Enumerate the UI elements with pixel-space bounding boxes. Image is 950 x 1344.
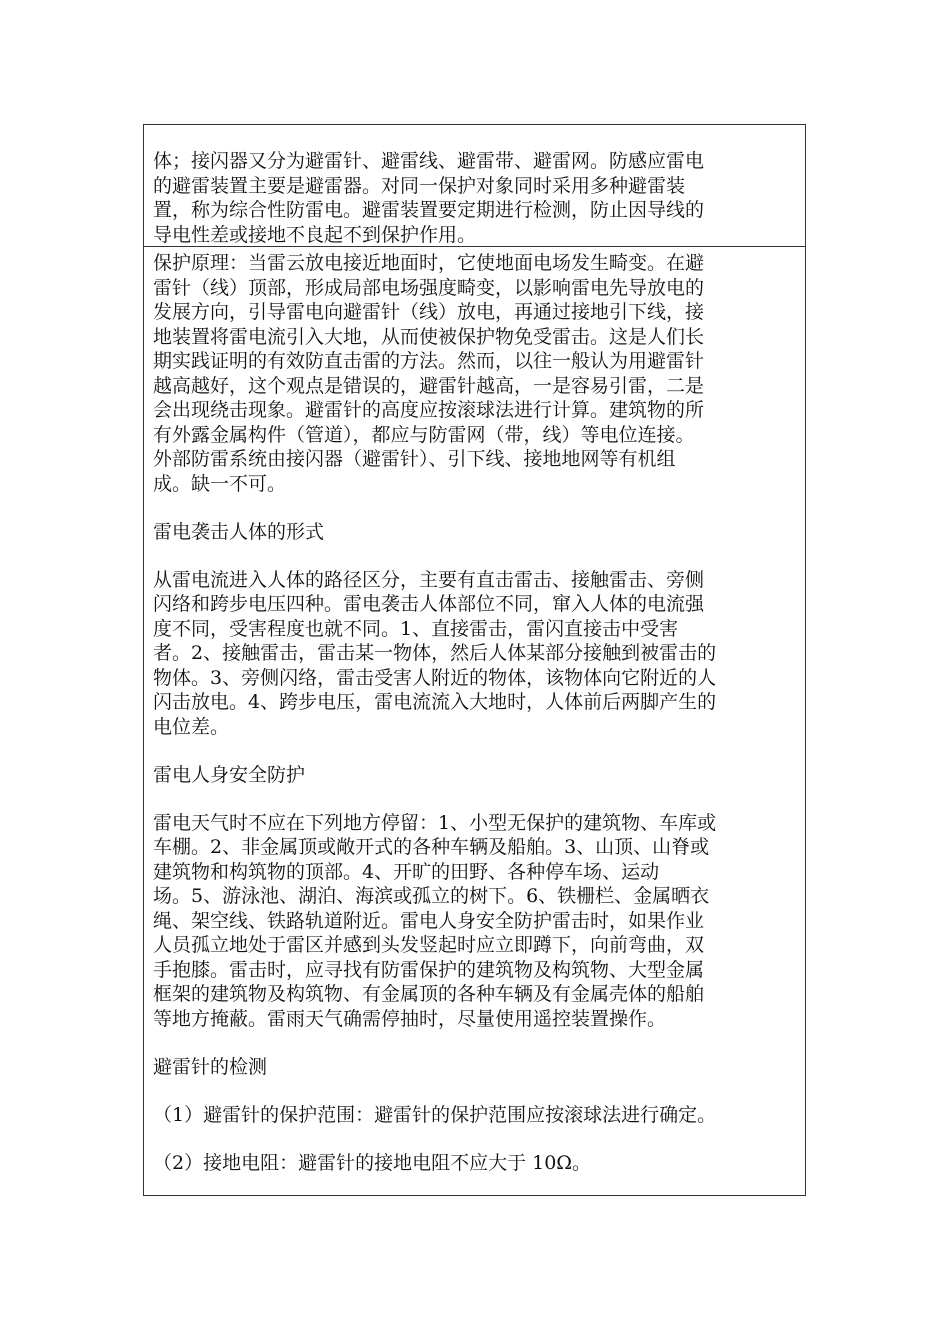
text-line: 导电性差或接地不良起不到保护作用。 [153,223,477,246]
text-line: 等地方掩蔽。雷雨天气确需停抽时，尽量使用遥控装置操作。 [153,1007,667,1030]
text-line: 外部防雷系统由接闪器（避雷针）、引下线、接地地网等有机组 [153,448,676,470]
paragraph-gap [153,544,805,568]
section-heading-detection: 避雷针的检测 [153,1055,268,1078]
paragraph-gap [153,787,805,811]
table-cell-lightning-devices [144,125,805,247]
table-cell-protection-content [144,247,805,1195]
text-line: 度不同，受害程度也就不同。1、直接雷击，雷闪直接击中受害 [153,617,679,640]
text-line: 手抱膝。雷击时，应寻找有防雷保护的建筑物及构筑物、大型金属 [153,958,705,981]
text-line: 建筑物和构筑物的顶部。4、开旷的田野、各种停车场、运动 [153,860,660,883]
text-line: 人员孤立地处于雷区并感到头发竖起时应立即蹲下，向前弯曲，双 [153,934,705,956]
text-line: 有外露金属构件（管道），都应与防雷网（带，线）等电位连接。 [153,423,695,446]
text-line: 框架的建筑物及构筑物、有金属顶的各种车辆及有金属壳体的船舶 [153,983,705,1005]
text-line: 雷电天气时不应在下列地方停留：1、小型无保护的建筑物、车库或 [153,811,717,834]
text-line: 场。5、游泳池、湖泊、海滨或孤立的树下。6、铁栅栏、金属晒衣 [153,885,710,907]
text-line: 体；接闪器又分为避雷针、避雷线、避雷带、避雷网。防感应雷电 [153,150,705,172]
text-line: 会出现绕击现象。避雷针的高度应按滚球法进行计算。建筑物的所 [153,399,705,421]
text-line: 保护原理：当雷云放电接近地面时，它使地面电场发生畸变。在避 [153,252,705,274]
paragraph-gap [153,1079,805,1103]
text-line: 闪络和跨步电压四种。雷电袭击人体部位不同，窜入人体的电流强 [153,593,705,615]
paragraph-gap [153,1127,805,1151]
section-heading-attack-forms: 雷电袭击人体的形式 [153,520,325,543]
text-line: 车棚。2、非金属顶或敞开式的各种车辆及船舶。3、山顶、山脊或 [153,836,710,858]
document-table [143,124,806,1196]
text-line: 绳、架空线、铁路轨道附近。雷电人身安全防护雷击时，如果作业 [153,909,705,932]
paragraph-personal-safety [153,811,805,1032]
section-heading-personal-safety: 雷电人身安全防护 [153,763,306,786]
text-line: 雷针（线）顶部，形成局部电场强度畸变，以影响雷电先导放电的 [153,276,705,299]
text-line: 物体。3、旁侧闪络，雷击受害人附近的物体，该物体向它附近的人 [153,666,717,689]
text-line: 从雷电流进入人体的路径区分，主要有直击雷击、接触雷击、旁侧 [153,568,705,591]
paragraph-gap [153,739,805,763]
text-line: 越高越好，这个观点是错误的，避雷针越高，一是容易引雷，二是 [153,374,705,397]
text-line: 电位差。 [153,715,230,738]
text-line: 地装置将雷电流引入大地，从而使被保护物免受雷击。这是人们长 [153,325,705,348]
text-line: 期实践证明的有效防直击雷的方法。然而，以往一般认为用避雷针 [153,350,705,372]
paragraph-protection-principle [153,251,805,496]
text-line: 发展方向，引导雷电向避雷针（线）放电，再通过接地引下线，接 [153,301,705,323]
detection-item-protection-range: （1）避雷针的保护范围：避雷针的保护范围应按滚球法进行确定。 [153,1103,717,1126]
text-line: 的避雷装置主要是避雷器。对同一保护对象同时采用多种避雷装 [153,174,686,197]
paragraph-gap [153,1031,805,1055]
paragraph-gap [153,496,805,520]
paragraph-attack-forms [153,568,805,740]
text-line: 置，称为综合性防雷电。避雷装置要定期进行检测，防止因导线的 [153,199,705,221]
text-line: 闪击放电。4、跨步电压，雷电流流入大地时，人体前后两脚产生的 [153,691,717,713]
text-line: 者。2、接触雷击，雷击某一物体，然后人体某部分接触到被雷击的 [153,642,717,664]
text-line: 成。缺一不可。 [153,472,287,495]
detection-item-ground-resistance: （2）接地电阻：避雷针的接地电阻不应大于 10Ω。 [153,1151,592,1174]
